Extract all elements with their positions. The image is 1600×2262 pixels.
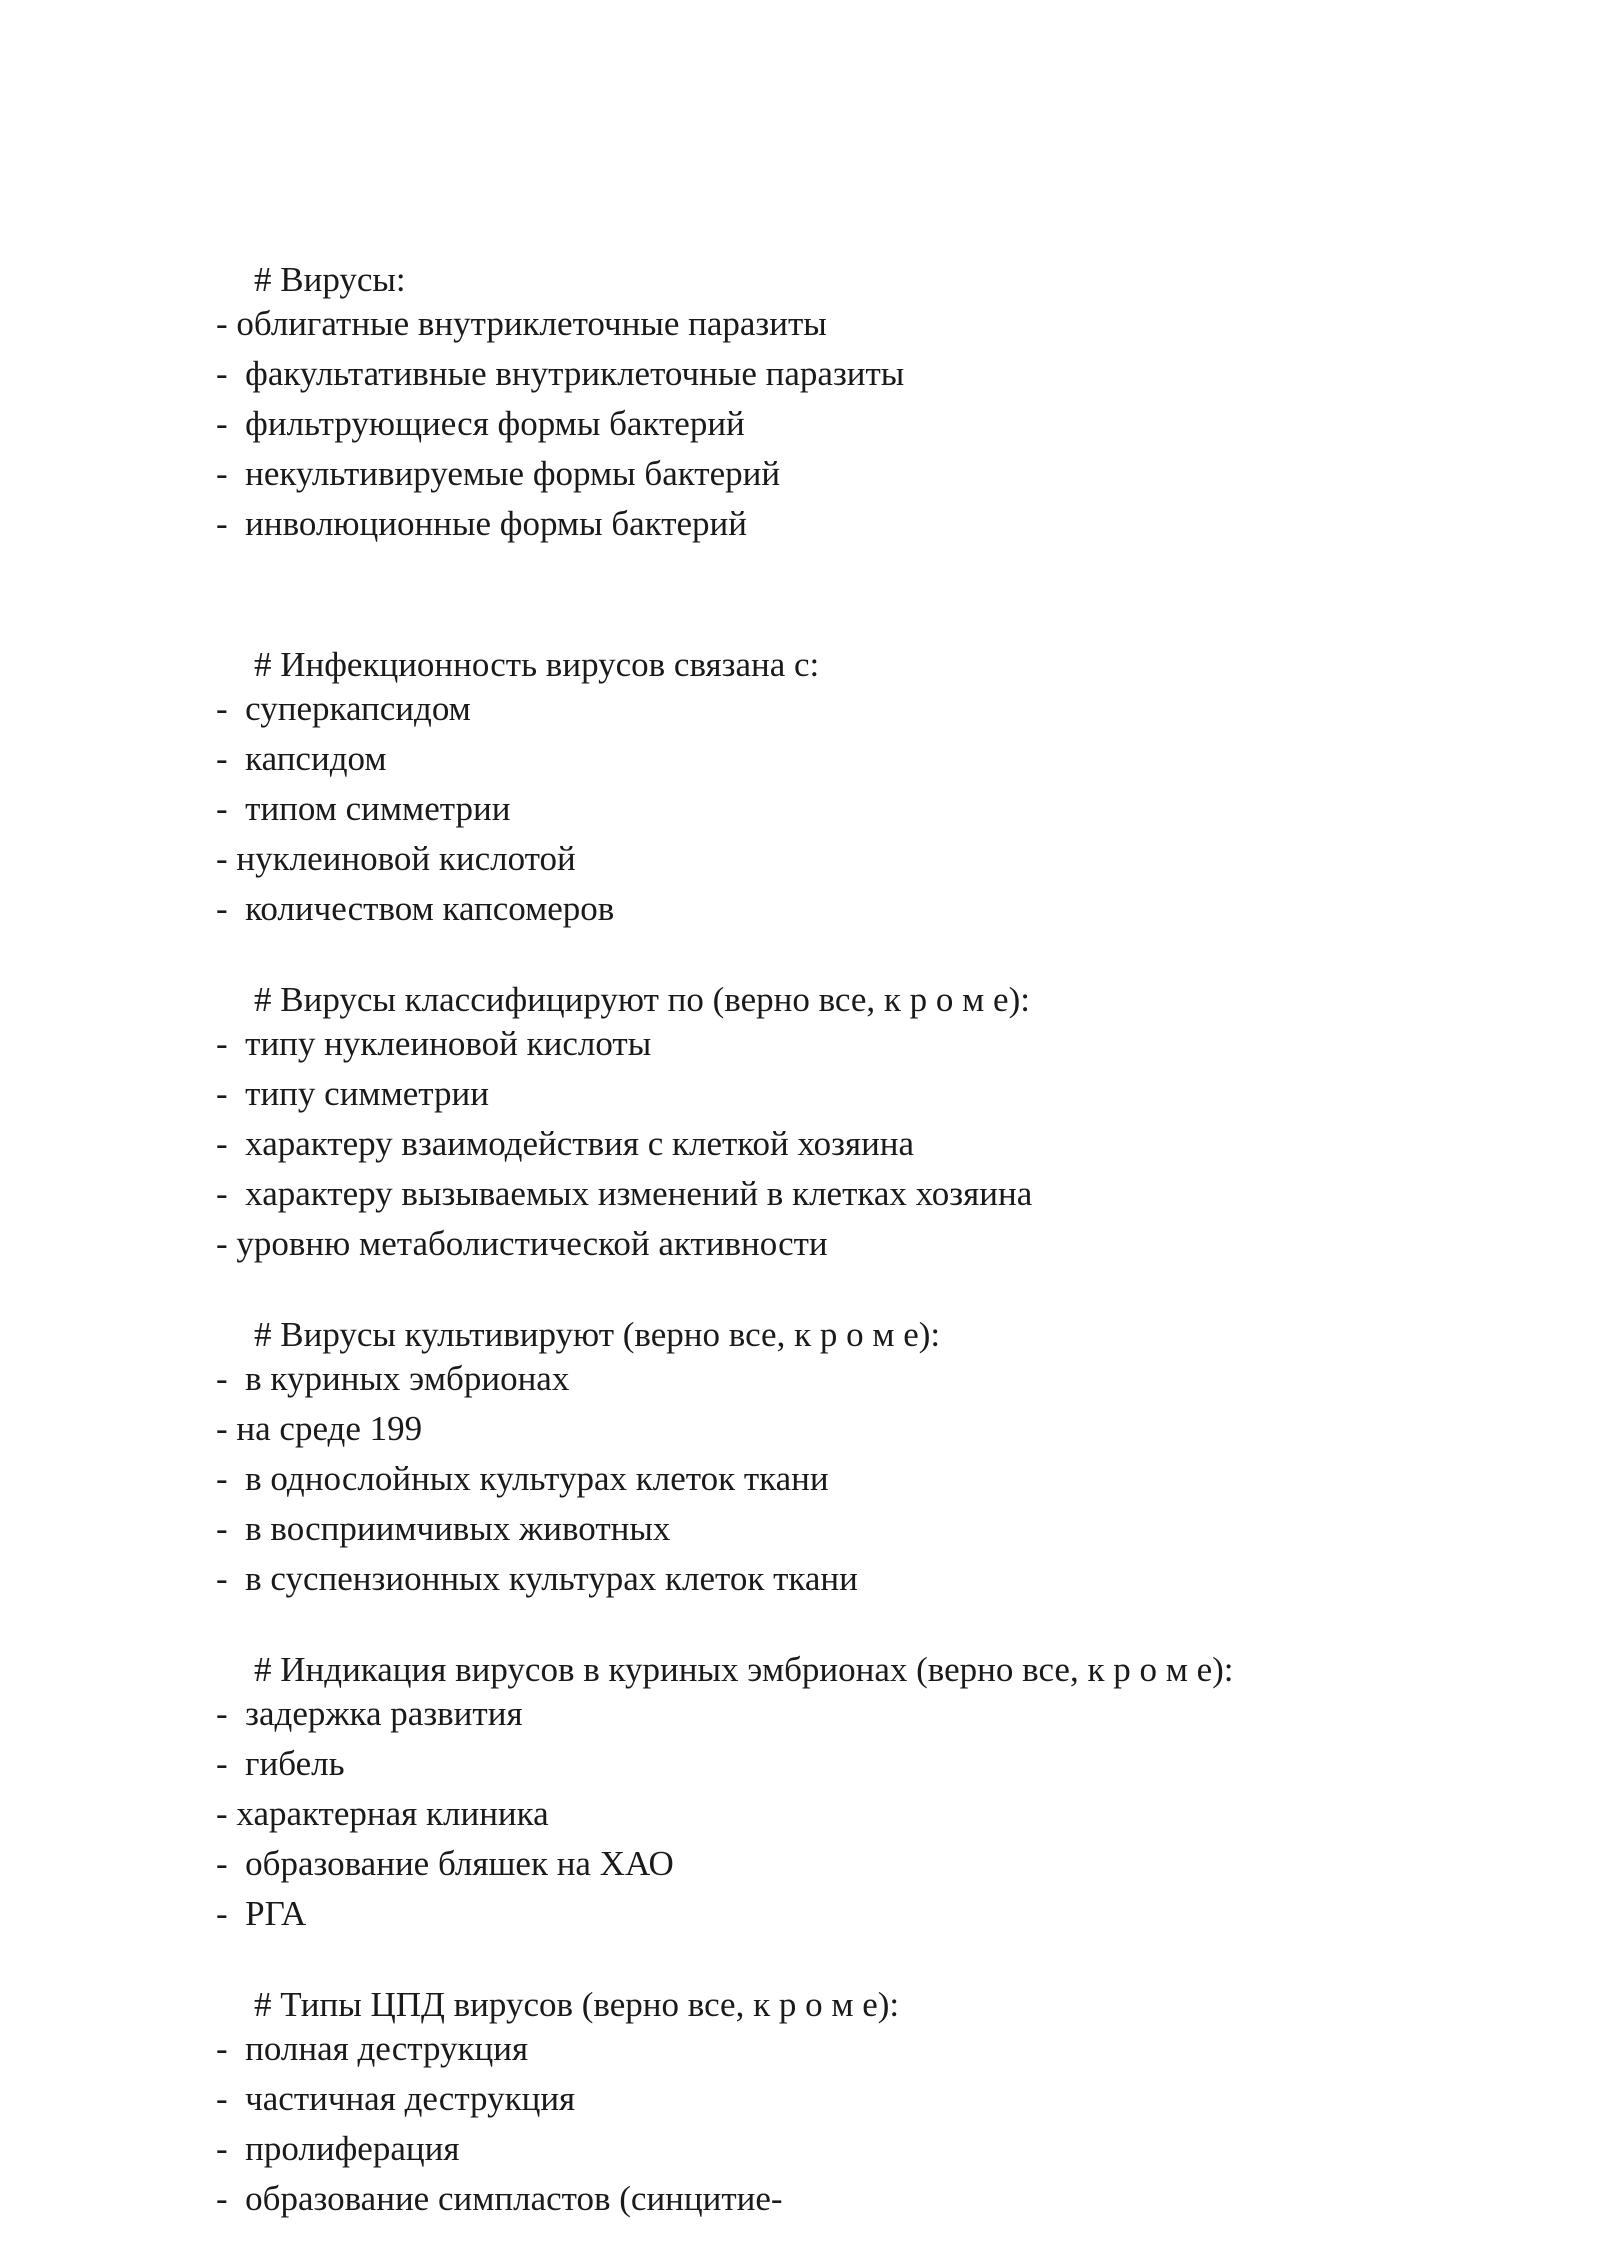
answer-option: - уровню метаболистической активности: [216, 1224, 828, 1263]
answer-option: - РГА: [216, 1894, 307, 1933]
answer-option: - фильтрующиеся формы бактерий: [216, 404, 745, 443]
answer-option: - нуклеиновой кислотой: [216, 839, 576, 878]
answer-option: - капсидом: [216, 739, 387, 778]
answer-option: - характерная клиника: [216, 1794, 549, 1833]
answer-option: - образование бляшек на ХАО: [216, 1844, 674, 1883]
question-title: # Вирусы:: [254, 260, 406, 299]
answer-option: - факультативные внутриклеточные паразиты: [216, 354, 905, 393]
answer-option: - частичная деструкция: [216, 2079, 576, 2118]
answer-option: - в куриных эмбрионах: [216, 1359, 570, 1398]
answer-option: - типу нуклеиновой кислоты: [216, 1024, 652, 1063]
answer-option: - некультивируемые формы бактерий: [216, 454, 781, 493]
question-title: # Типы ЦПД вирусов (верно все, к р о м е):: [254, 1985, 900, 2024]
answer-option: - в восприимчивых животных: [216, 1509, 671, 1548]
answer-option: - количеством капсомеров: [216, 889, 615, 928]
answer-option: - в однослойных культурах клеток ткани: [216, 1459, 829, 1498]
question-title: # Вирусы культивируют (верно все, к р о м е):: [254, 1315, 941, 1354]
answer-option: - пролиферация: [216, 2129, 460, 2168]
answer-option: - типу симметрии: [216, 1074, 489, 1113]
answer-option: - полная деструкция: [216, 2029, 529, 2068]
question-title: # Индикация вирусов в куриных эмбрионах (верно все, к р о м е):: [254, 1650, 1234, 1689]
question-title: # Инфекционность вирусов связана с:: [254, 645, 820, 684]
answer-option: - на среде 199: [216, 1409, 423, 1448]
answer-option: - характеру вызываемых изменений в клетках хозяина: [216, 1174, 1033, 1213]
answer-option: - инволюционные формы бактерий: [216, 504, 748, 543]
answer-option: - гибель: [216, 1744, 345, 1783]
answer-option: - типом симметрии: [216, 789, 511, 828]
answer-option: - задержка развития: [216, 1694, 523, 1733]
answer-option: - образование симпластов (синцитие-: [216, 2179, 783, 2218]
answer-option: - облигатные внутриклеточные паразиты: [216, 304, 827, 343]
answer-option: - в суспензионных культурах клеток ткани: [216, 1559, 858, 1598]
question-title: # Вирусы классифицируют по (верно все, к р о м е):: [254, 980, 1030, 1019]
answer-option: - характеру взаимодействия с клеткой хозяина: [216, 1124, 915, 1163]
answer-option: - суперкапсидом: [216, 689, 471, 728]
